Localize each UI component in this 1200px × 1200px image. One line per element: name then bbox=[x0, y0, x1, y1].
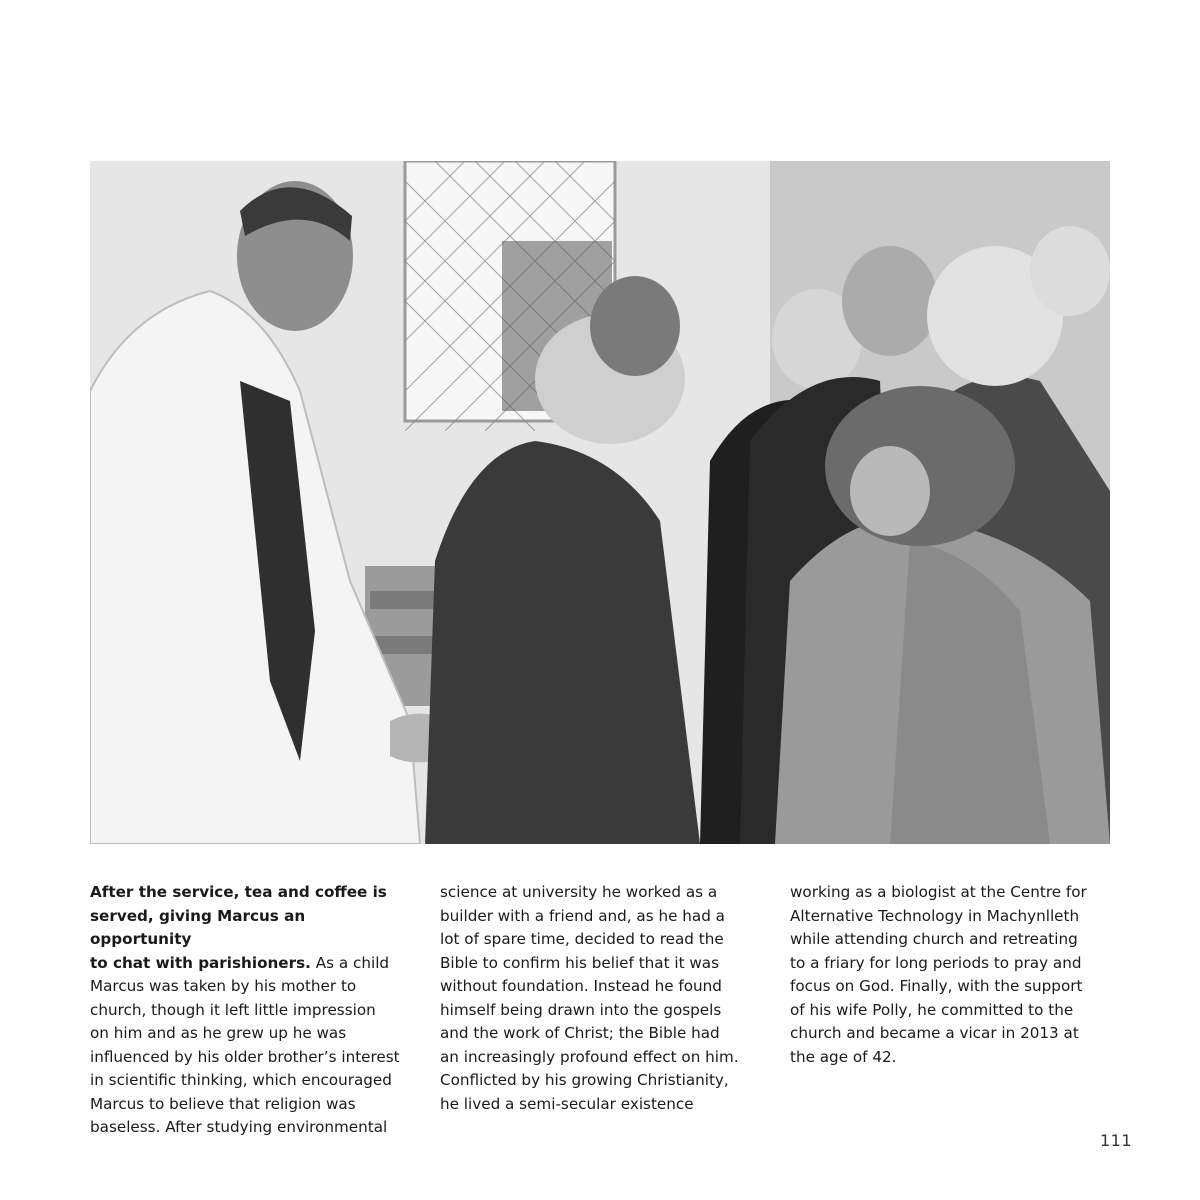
caption-lead: After the service, tea and coffee is served, giving Marcus an opportunity to chat with parishioners. bbox=[90, 883, 387, 972]
caption-column-1 bbox=[90, 881, 401, 1140]
church-photograph bbox=[90, 161, 1110, 844]
photograph-illustration bbox=[90, 161, 1110, 844]
page-number: 111 bbox=[1099, 1131, 1132, 1150]
caption-column-2-body: science at university he worked as a builder with a friend and, as he had a lot of spare time, decided to read the Bible to confirm his belief that it was without foundation. Instead he found himself being drawn into the gospels and the work of Christ; the Bible had an increasingly profound effect on him. Conflicted by his growing Christianity, he lived a semi-secular existence bbox=[440, 883, 739, 1113]
caption-column-1-body: As a child Marcus was taken by his mother to church, though it left little impression on him and as he grew up he was influenced by his older brother’s interest in scientific thinking, which encouraged Marcus to believe that religion was baseless. After studying environmental bbox=[90, 953, 400, 1136]
caption-column-3-body: working as a biologist at the Centre for Alternative Technology in Machynlleth while attending church and retreating to a friary for long periods to pray and focus on God. Finally, with the support of his wife Polly, he committed to the church and became a vicar in 2013 at the age of 42. bbox=[790, 883, 1087, 1066]
caption-text bbox=[90, 881, 1110, 1140]
caption-column-3 bbox=[790, 881, 1101, 1140]
caption-column-2 bbox=[440, 881, 751, 1140]
